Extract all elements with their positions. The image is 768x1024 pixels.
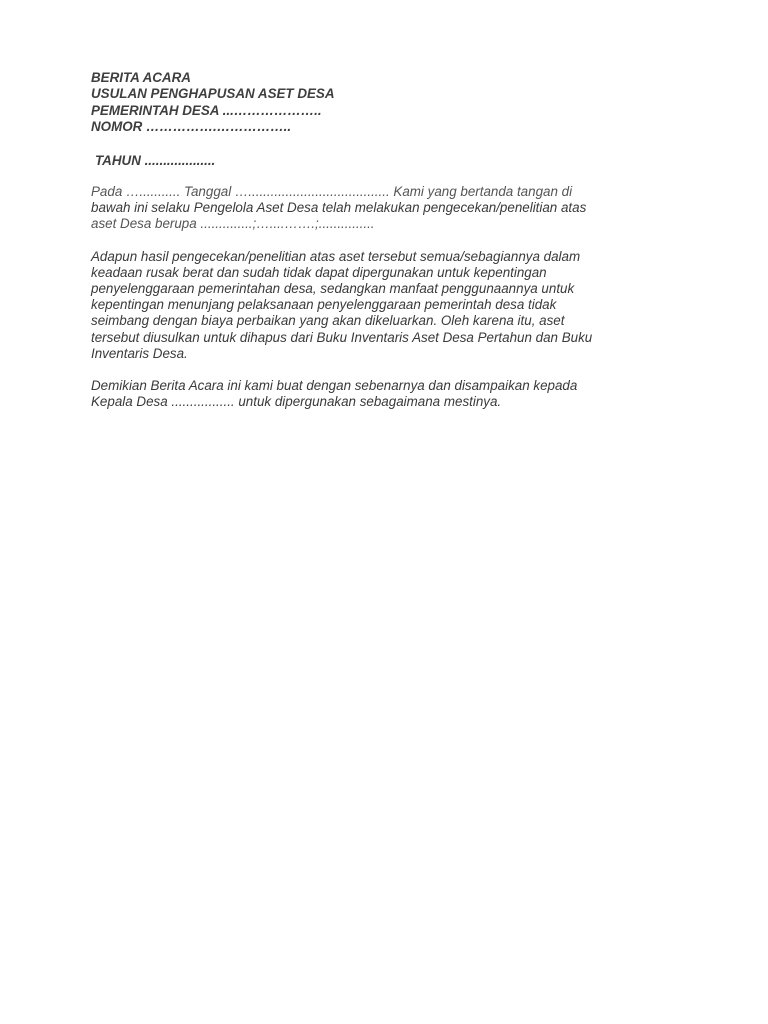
- paragraph-line: Inventaris Desa.: [91, 345, 188, 361]
- paragraph-line: seimbang dengan biaya perbaikan yang akan dikeluarkan. Oleh karena itu, aset: [91, 313, 565, 329]
- paragraph-opening: [91, 184, 671, 233]
- document-heading: [91, 70, 671, 136]
- paragraph-line: penyelenggaraan pemerintahan desa, sedangkan manfaat penggunaannya untuk: [91, 281, 575, 297]
- paragraph-line: tersebut diusulkan untuk dihapus dari Buku Inventaris Aset Desa Pertahun dan Buku: [91, 329, 593, 345]
- document-year-line: TAHUN ...................: [95, 152, 216, 168]
- paragraph-line: kepentingan menunjang pelaksanaan penyelenggaraan pemerintah desa tidak: [91, 297, 557, 313]
- paragraph-findings: [91, 249, 671, 362]
- paragraph-closing: [91, 378, 671, 410]
- paragraph-line: Kepala Desa ................. untuk dipergunakan sebagaimana mestinya.: [91, 394, 502, 410]
- paragraph-line: bawah ini selaku Pengelola Aset Desa telah melakukan pengecekan/penelitian atas: [91, 200, 587, 216]
- document-title: BERITA ACARA: [91, 70, 191, 85]
- document-subtitle: USULAN PENGHAPUSAN ASET DESA: [91, 86, 335, 102]
- document-body: [91, 70, 671, 410]
- paragraph-line: Adapun hasil pengecekan/penelitian atas aset tersebut semua/sebagiannya dalam: [91, 248, 581, 264]
- paragraph-line: Pada …........... Tanggal …...................................... Kami yang bertanda tangan di: [91, 184, 573, 200]
- village-government-line: PEMERINTAH DESA ...………………..: [91, 102, 322, 118]
- paragraph-line: keadaan rusak berat dan sudah tidak dapat dipergunakan untuk kepentingan: [91, 264, 547, 280]
- paragraph-line: aset Desa berupa ..............;…....…….;...............: [91, 216, 375, 232]
- paragraph-line: Demikian Berita Acara ini kami buat dengan sebenarnya dan disampaikan kepada: [91, 378, 578, 394]
- document-number-line: NOMOR …………….……………..: [91, 119, 292, 135]
